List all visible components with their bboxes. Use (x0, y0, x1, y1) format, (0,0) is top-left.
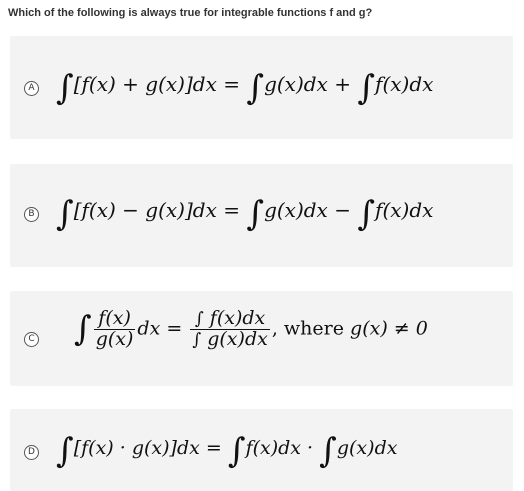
radio-c[interactable]: C (24, 332, 39, 347)
fraction-right-den: g(x)dx (207, 327, 268, 350)
integral-sign: ∫ (194, 309, 204, 329)
option-c[interactable] (10, 291, 513, 386)
integral-sign: ∫ (227, 431, 246, 471)
formula-b-t2: f(x)dx (375, 198, 434, 222)
integral-sign: ∫ (56, 68, 74, 108)
integral-sign: ∫ (246, 194, 265, 234)
formula-d (56, 431, 397, 471)
formula-c-eq: = (166, 317, 183, 340)
formula-c-dx: dx (137, 317, 161, 340)
formula-d-t2: g(x)dx (336, 437, 398, 459)
integral-sign: ∫ (357, 68, 376, 108)
formula-a (56, 68, 433, 108)
integral-sign: ∫ (74, 309, 92, 350)
radio-b[interactable]: B (24, 207, 39, 222)
integral-sign: ∫ (192, 329, 202, 350)
formula-a-op: + (334, 72, 351, 96)
formula-d-eq: = (205, 437, 222, 459)
formula-c-where: , where (271, 317, 344, 340)
formula-a-lhs: [f(x) + g(x)]dx (73, 72, 217, 96)
formula-b-lhs: [f(x) − g(x)]dx (73, 198, 217, 222)
fraction-left-den: g(x) (95, 327, 134, 350)
fraction-right-num: f(x)dx (209, 307, 266, 329)
integral-sign: ∫ (56, 431, 74, 471)
integral-sign: ∫ (357, 194, 376, 234)
fraction-left (94, 309, 136, 350)
option-d[interactable] (10, 409, 513, 491)
integral-sign: ∫ (319, 431, 337, 471)
formula-b-op: − (334, 198, 351, 222)
formula-b (56, 194, 433, 234)
formula-a-eq: = (223, 72, 240, 96)
formula-b-t1: g(x)dx (264, 198, 328, 222)
fraction-right (190, 309, 270, 350)
formula-a-t2: f(x)dx (375, 72, 434, 96)
question-text: Which of the following is always true for integrable functions f and g? (8, 7, 373, 19)
formula-a-t1: g(x)dx (264, 72, 328, 96)
fraction-left-num: f(x) (94, 309, 136, 330)
integral-sign: ∫ (56, 194, 74, 234)
formula-c (74, 309, 428, 350)
formula-d-t1: f(x)dx · (245, 437, 314, 459)
integral-sign: ∫ (246, 68, 265, 108)
radio-d[interactable]: D (24, 445, 39, 460)
formula-b-eq: = (223, 198, 240, 222)
formula-d-lhs: [f(x) · g(x)]dx (73, 437, 200, 459)
option-b[interactable] (10, 164, 513, 267)
option-a[interactable] (10, 36, 513, 139)
formula-c-cond: g(x) ≠ 0 (350, 317, 428, 340)
radio-a[interactable]: A (24, 81, 39, 96)
